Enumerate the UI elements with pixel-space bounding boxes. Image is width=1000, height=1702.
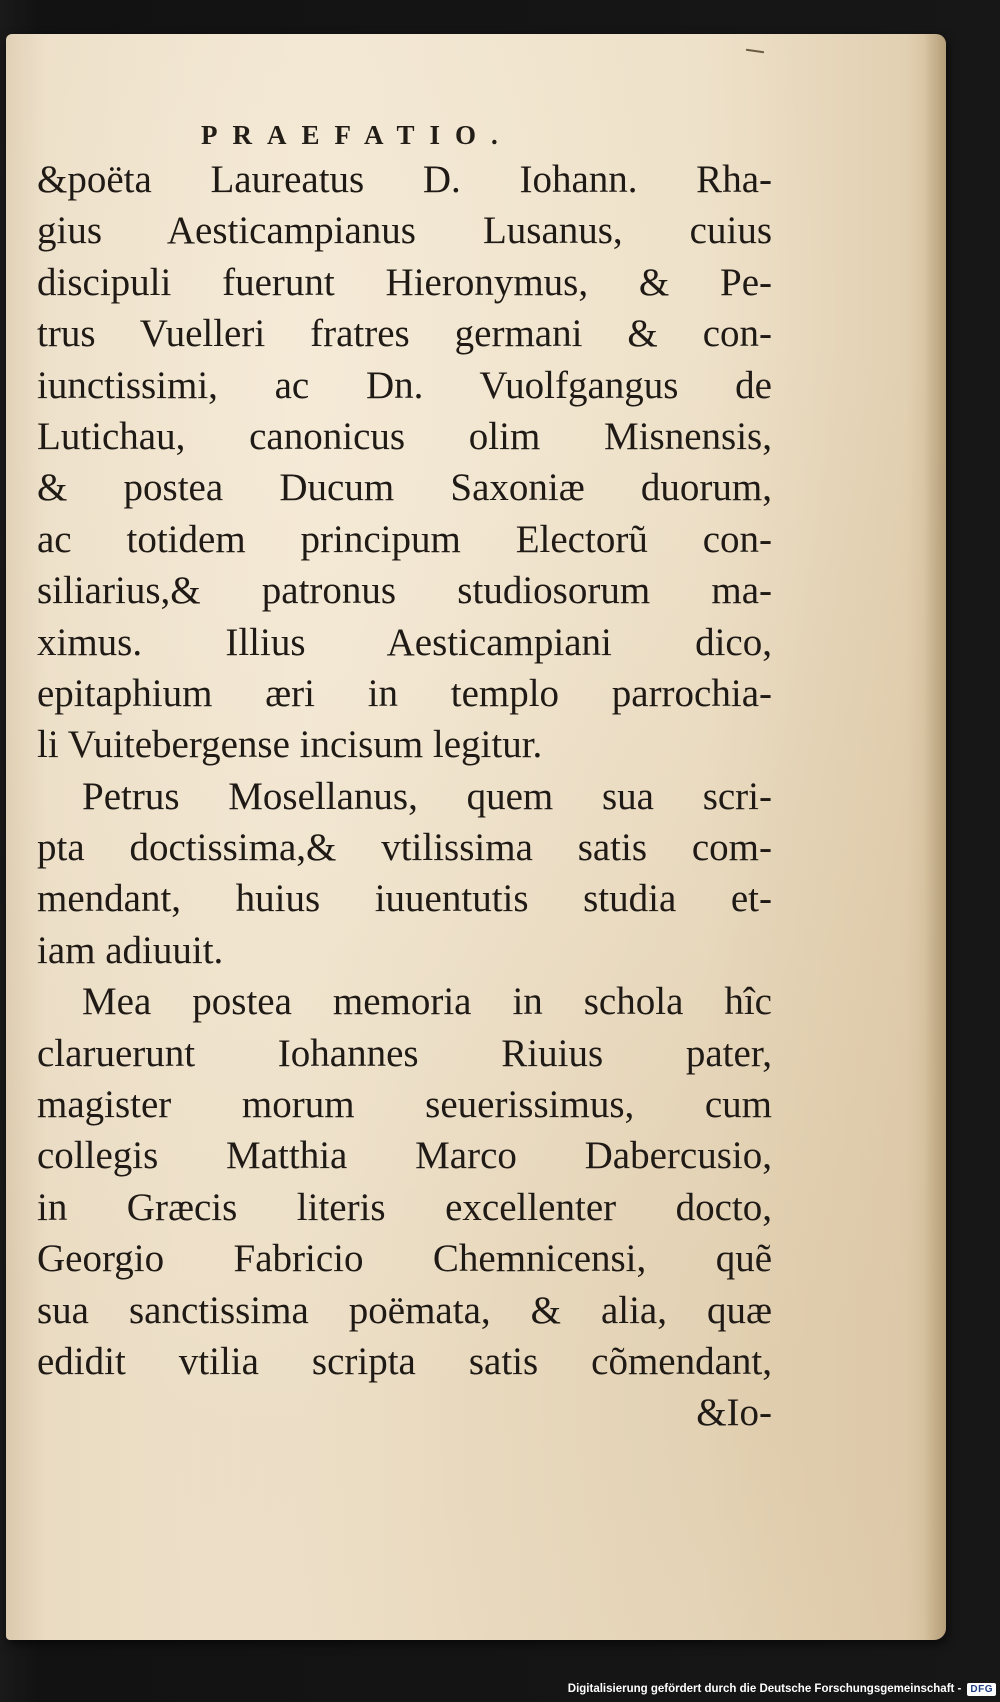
- dfg-logo: DFG: [967, 1683, 996, 1696]
- page-edge-shadow: [924, 34, 946, 1640]
- text-line-14: pta doctissima,& vtilissima satis com-: [37, 826, 772, 870]
- text-line-24: edidit vtilia scripta satis cõmendant,: [37, 1339, 772, 1383]
- text-line-2: gius Aesticampianus Lusanus, cuius: [37, 209, 772, 253]
- text-line-16: iam adiuuit.: [37, 928, 224, 972]
- page-text-block: [37, 154, 772, 1439]
- text-line-8: ac totidem principum Electorũ con-: [37, 517, 772, 561]
- text-line-4: trus Vuelleri fratres germani & con-: [37, 312, 772, 356]
- credit-text: Digitalisierung gefördert durch die Deutsche Forschungsgemeinschaft -: [567, 1683, 962, 1695]
- text-line-21: in Græcis literis excellenter docto,: [37, 1185, 772, 1229]
- text-line-11: epitaphium æri in templo parrochia-: [37, 671, 772, 715]
- text-line-10: ximus. Illius Aesticampiani dico,: [37, 620, 772, 664]
- text-line-22: Georgio Fabricio Chemnicensi, quẽ: [37, 1237, 772, 1281]
- text-line-6: Lutichau, canonicus olim Misnensis,: [37, 414, 772, 458]
- text-line-19: magister morum seuerissimus, cum: [37, 1083, 772, 1127]
- text-line-9: siliarius,& patronus studiosorum ma-: [37, 569, 772, 613]
- text-line-18: claruerunt Iohannes Riuius pater,: [37, 1031, 772, 1075]
- book-page: [6, 34, 946, 1640]
- text-line-15: mendant, huius iuuentutis studia et-: [37, 877, 772, 921]
- digitization-credit: [568, 1678, 996, 1700]
- text-line-20: collegis Matthia Marco Dabercusio,: [37, 1134, 772, 1178]
- running-head: PRAEFATIO.: [201, 120, 513, 150]
- catchword: &Io-: [696, 1391, 772, 1435]
- text-line-3: discipuli fuerunt Hieronymus, & Pe-: [37, 260, 772, 304]
- text-line-1: &poëta Laureatus D. Iohann. Rha-: [37, 158, 772, 201]
- text-line-12: li Vuitebergense incisum legitur.: [37, 723, 543, 767]
- text-line-23: sua sanctissima poëmata, & alia, quæ: [37, 1288, 772, 1332]
- text-line-13: Petrus Mosellanus, quem sua scri-: [82, 774, 772, 818]
- ink-mark: [746, 49, 764, 53]
- text-line-17: Mea postea memoria in schola hîc: [82, 980, 772, 1024]
- text-line-5: iunctissimi, ac Dn. Vuolfgangus de: [37, 363, 772, 407]
- text-line-7: & postea Ducum Saxoniæ duorum,: [37, 466, 772, 510]
